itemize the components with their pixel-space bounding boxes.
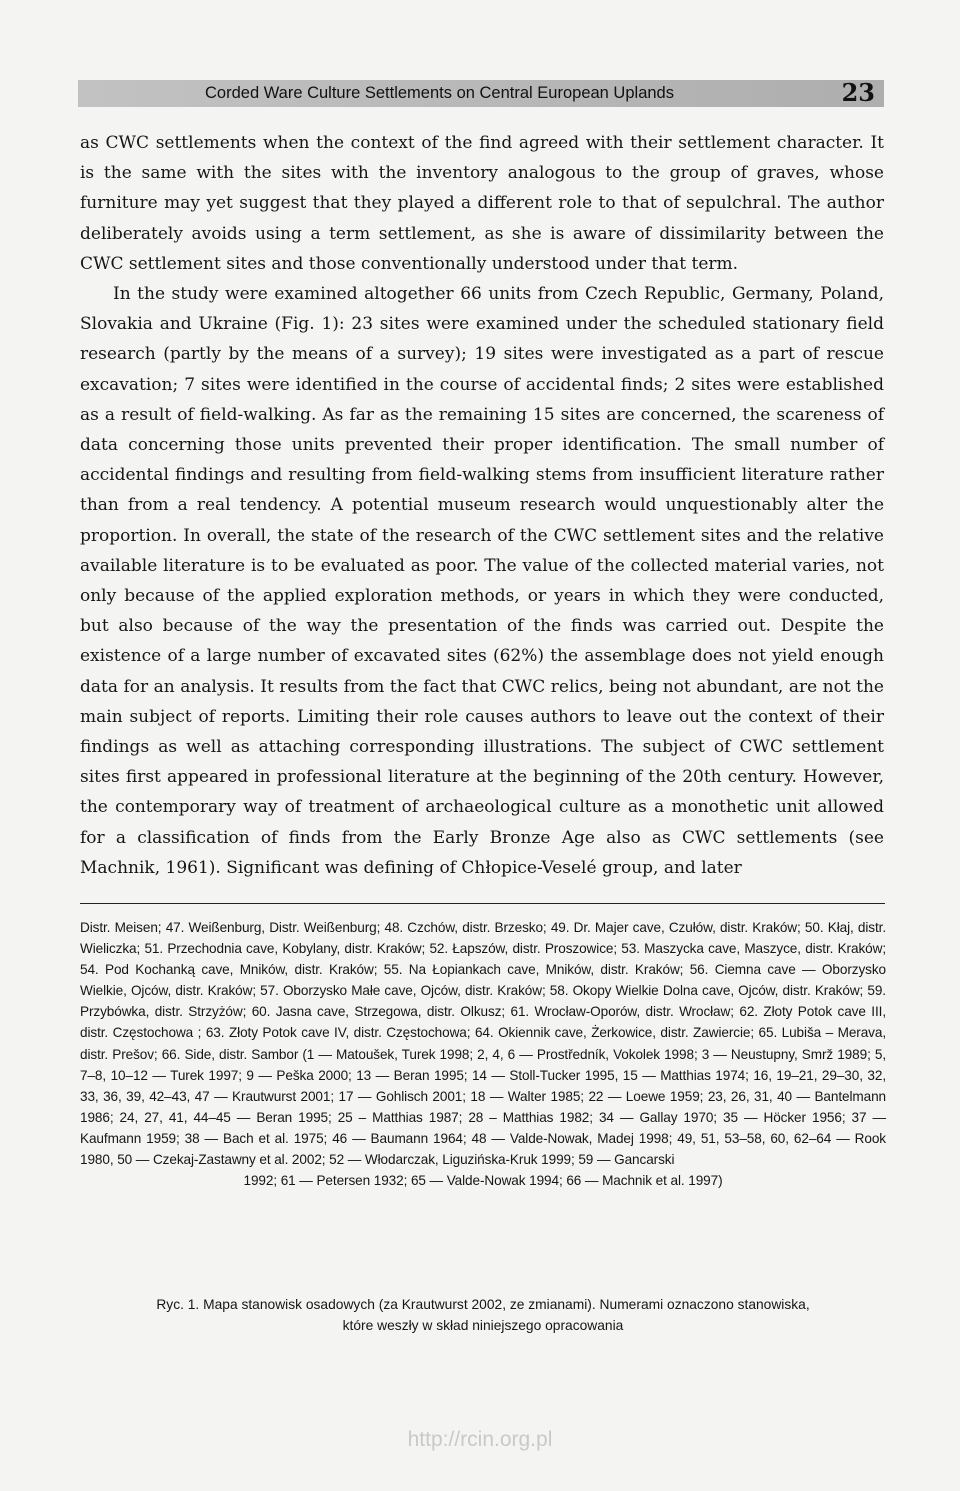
paragraph: In the study were examined altogether 66 units from Czech Republic, Germany, Poland, Slovakia and Ukraine (Fig. 1): 23 sites were examined under the scheduled stationary field research (partly by the means of a survey); 19 sites were investigated as a part of rescue excavation; 7 sites were identified in the course of accidental finds; 2 sites were established as a result of field-walking. As far as the remaining 15 sites are concerned, the scareness of data concerning those units prevented their proper identification. The small number of accidental findings and resulting from field-walking stems from insufficient literature rather than from a real tendency. A potential museum research would unquestionably alter the proportion. In overall, the state of the research of the CWC settlement sites and the relative available literature is to be evaluated as poor. The value of the collected material varies, not only because of the applied exploration methods, or years in which they were conducted, but also because of the way the presentation of the finds was carried out. Despite the existence of a large number of excavated sites (62%) the assemblage does not yield enough data for an analysis. It results from the fact that CWC relics, being not abundant, are not the main subject of reports. Limiting their role causes authors to leave out the context of their findings as well as attaching corresponding illustrations. The subject of CWC settlement sites first appeared in professional literature at the beginning of the 20th century. However, the contemporary way of treatment of archaeological culture as a monothetic unit allowed for a classification of finds from the Early Bronze Age also as CWC settlements (see Machnik, 1961). Significant was defining of Chłopice-Veselé group, and later (80, 284, 884, 878)
watermark-url: http://rcin.org.pl (407, 1428, 553, 1451)
body-text (80, 128, 884, 883)
figure-legend-text: Distr. Meisen; 47. Weißenburg, Distr. Weißenburg; 48. Czchów, distr. Brzesko; 49. Dr. Majer cave, Czułów, distr. Kraków; 50. Kłaj, distr. Wieliczka; 51. Przechodnia cave, Kobylany, distr. Kraków; 52. Łapszów, distr. Proszowice; 53. Maszycka cave, Maszyce, distr. Kraków; 54. Pod Kochanką cave, Mników, distr. Kraków; 55. Na Łopiankach cave, Mników, distr. Kraków; 56. Ciemna cave — Oborzysko Wielkie, Ojców, distr. Kraków; 57. Oborzysko Małe cave, Ojców, distr. Kraków; 58. Okopy Wielkie Dolna cave, Ojców, distr. Kraków; 59. Przybówka, distr. Strzyżów; 60. Jasna cave, Strzegowa, distr. Olkusz; 61. Wrocław-Oporów, distr. Wrocław; 62. Złoty Potok cave III, distr. Częstochowa ; 63. Złoty Potok cave IV, distr. Częstochowa; 64. Okiennik cave, Żerkowice, distr. Zawiercie; 65. Lubiša – Merava, distr. Prešov; 66. Side, distr. Sambor (1 — Matoušek, Turek 1998; 2, 4, 6 — Prostředník, Vokolek 1998; 3 — Neustupny, Smrž 1989; 5, 7–8, 10–12 — Turek 1997; 9 — Peška 2000; 13 — Beran 1995; 14 — Stoll-Tucker 1995, 15 — Matthias 1974; 16, 19–21, 29–30, 32, 33, 36, 39, 42–43, 47 — Krautwurst 2001; 17 — Gohlisch 2001; 18 — Walter 1985; 22 — Loewe 1959; 23, 26, 31, 40 — Bantelmann 1986; 24, 27, 41, 44–45 — Beran 1995; 25 – Matthias 1987; 28 – Matthias 1982; 34 — Gallay 1970; 35 — Höcker 1956; 37 — Kaufmann 1959; 38 — Bach et al. 1975; 46 — Baumann 1964; 48 — Valde-Nowak, Madej 1998; 49, 51, 53–58, 60, 62–64 — Rook 1980, 50 — Czekaj-Zastawny et al. 2002; 52 — Włodarczak, Liguzińska-Kruk 1999; 59 — Gancarski (80, 920, 886, 1168)
caption-line-1: Mapa stanowisk osadowych (za Krautwurst 2002, ze zmianami). Numerami oznaczono stanowiska, (203, 1297, 810, 1312)
figure-caption (80, 1294, 886, 1336)
figure-legend (80, 917, 886, 1191)
page-number: 23 (841, 78, 875, 107)
caption-line-2: które weszły w skład niniejszego opracowania (342, 1318, 624, 1333)
paragraph: as CWC settlements when the context of the find agreed with their settlement character. It is the same with the sites with the inventory analogous to the group of graves, whose furniture may yet suggest that they played a different role to that of sepulchral. The author deliberately avoids using a term settlement, as she is aware of dissimilarity between the CWC settlement sites and those conventionally understood under that term. (80, 133, 884, 274)
running-title: Corded Ware Culture Settlements on Central European Uplands (205, 84, 674, 102)
figure-legend-last-line: 1992; 61 — Petersen 1932; 65 — Valde-Nowak 1994; 66 — Machnik et al. 1997) (243, 1173, 723, 1189)
footnote-divider (80, 903, 885, 904)
caption-label: Ryc. 1. (156, 1297, 200, 1312)
